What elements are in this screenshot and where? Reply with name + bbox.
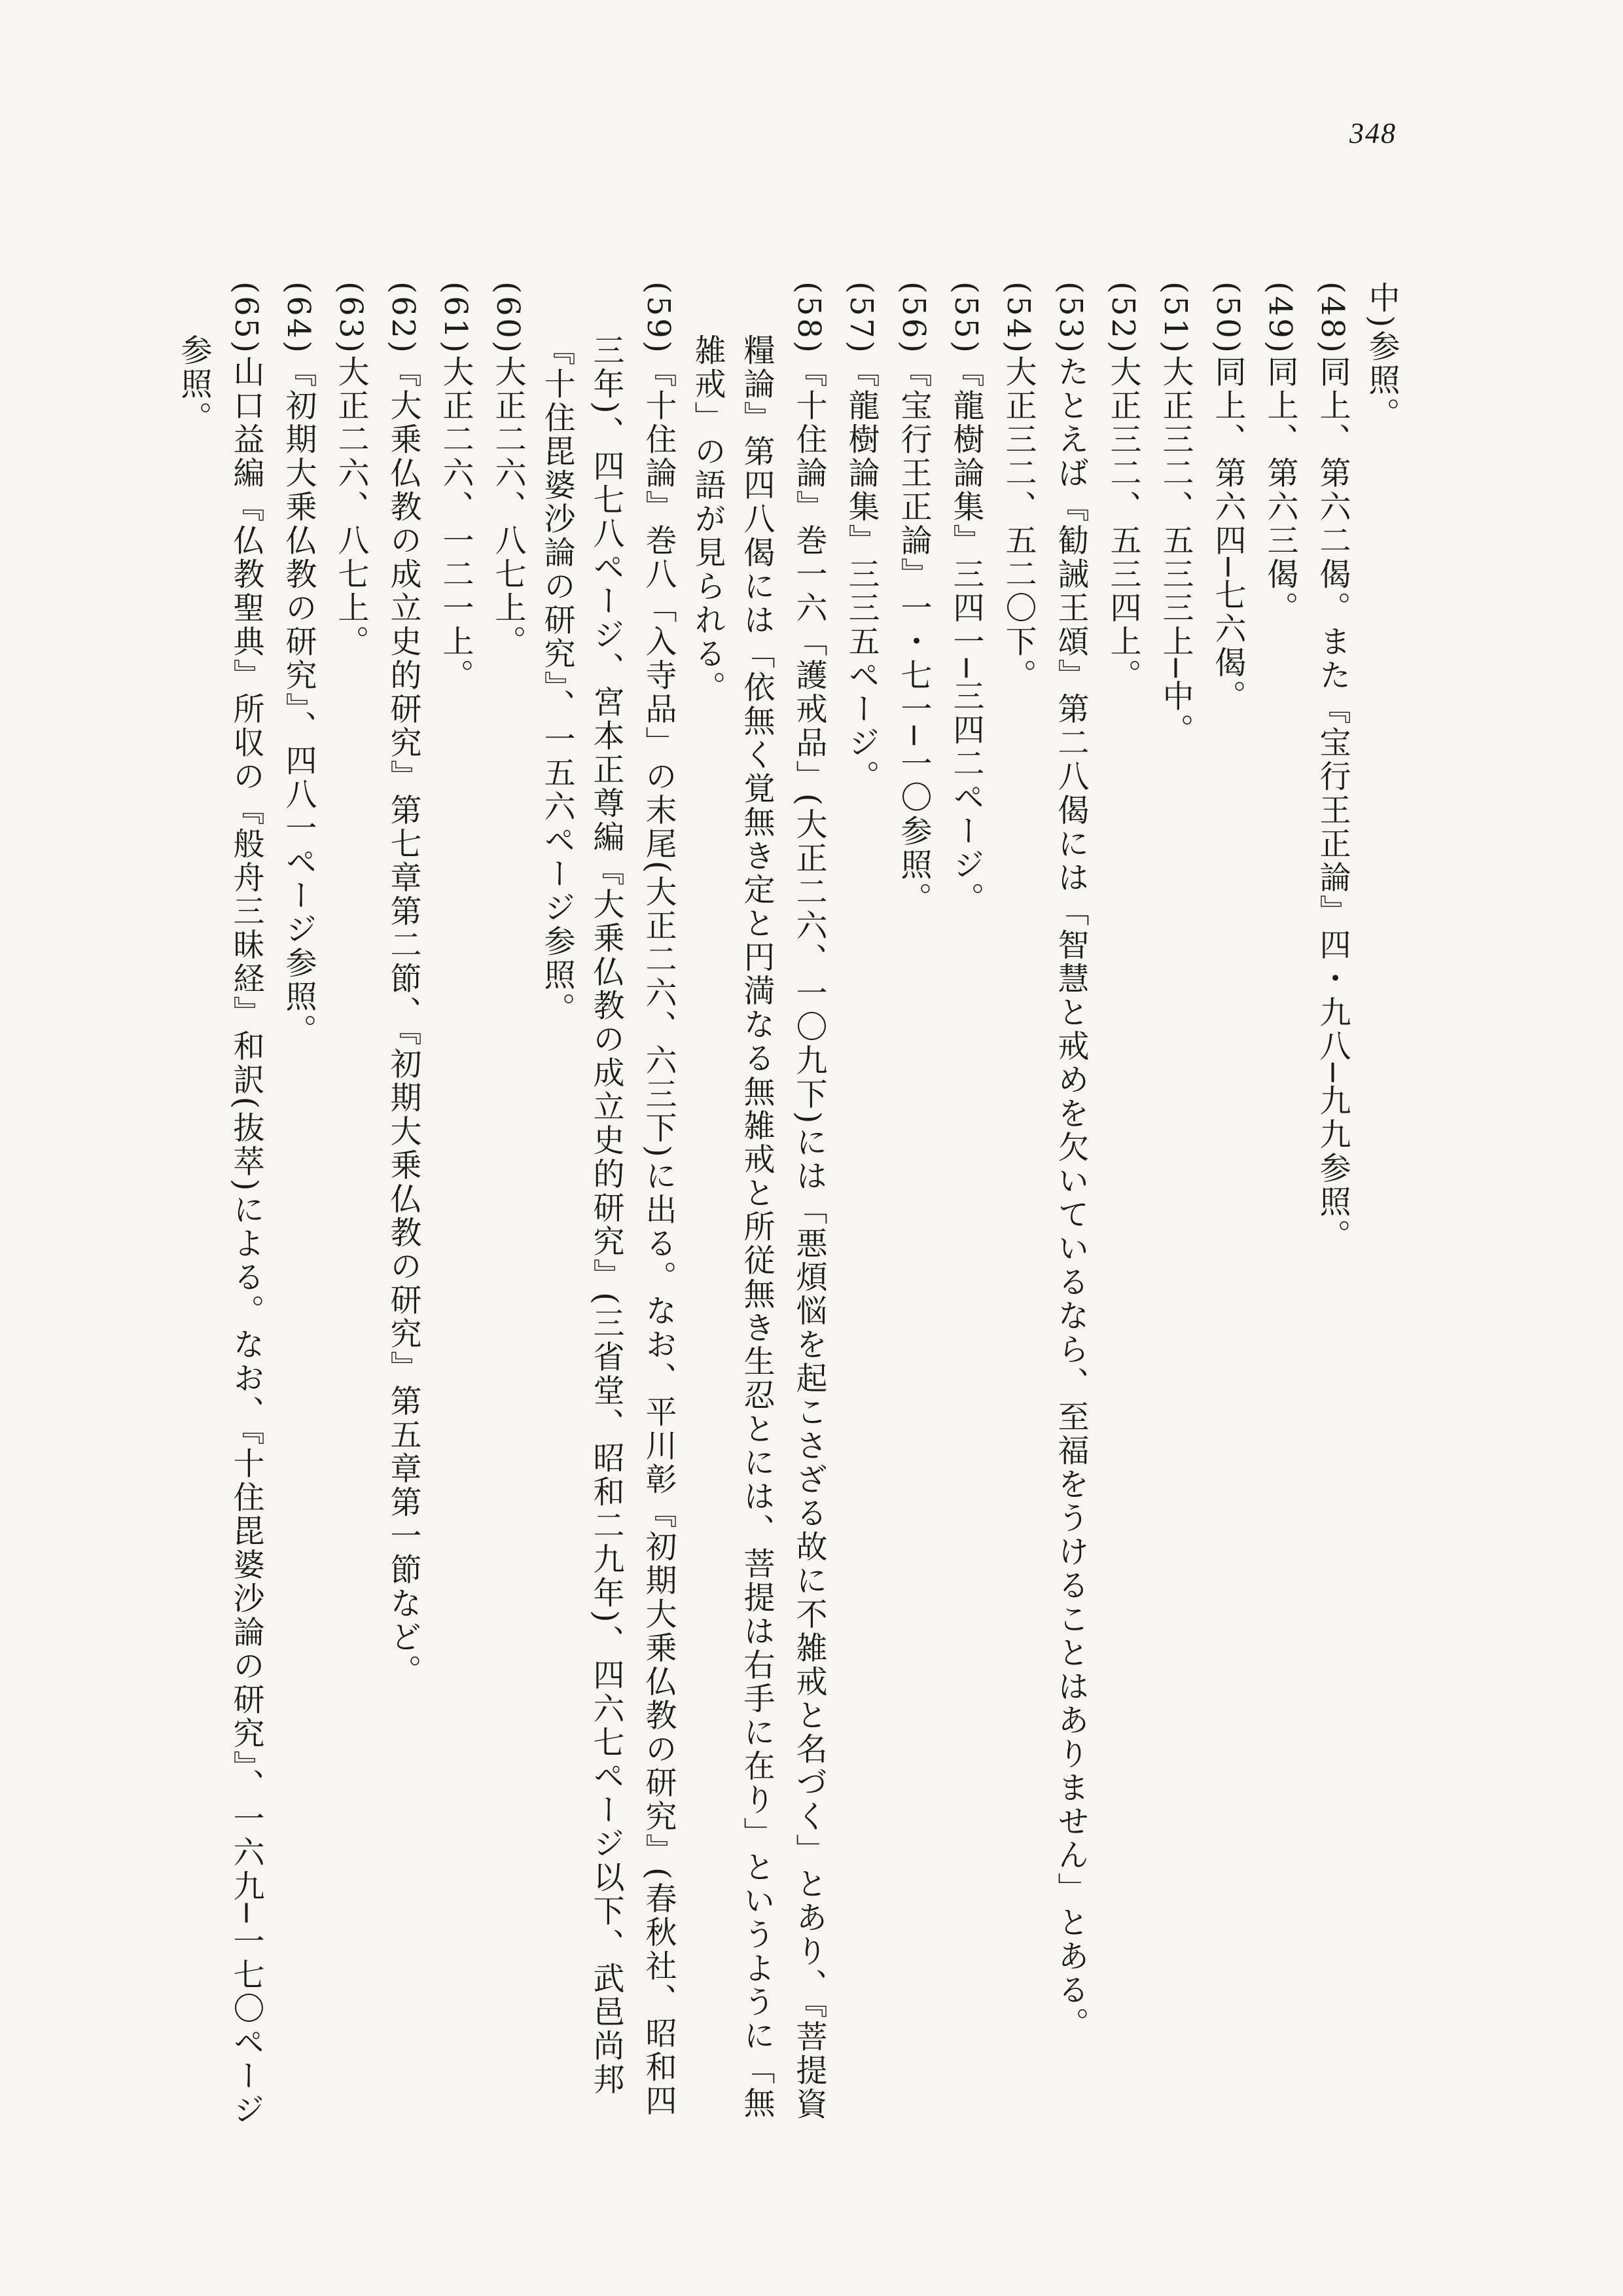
note-59	[532, 281, 683, 2140]
note-text: 大正二六、八七上。	[332, 355, 369, 659]
note-text: 『初期大乗仏教の研究』、四八一ページ参照。	[280, 355, 317, 1048]
note-text: 『大乗仏教の成立史的研究』第七章第二節、『初期大乗仏教の研究』第五章第一節など。	[385, 355, 421, 1688]
note-text: 同上、第六三偈。	[1262, 355, 1298, 625]
note-continuation	[1357, 281, 1406, 2140]
note-text: 大正二六、一二一上。	[437, 355, 474, 692]
note-text: たとえば『勧誡王頌』第二八偈には「智慧と戒めを欠いているなら、至福をうけることはありません」とある。	[1052, 355, 1089, 2041]
note-text: 大正三二、五三四上。	[1105, 355, 1141, 692]
endnotes-column-block	[175, 281, 1406, 2140]
note-number: (58)	[791, 281, 827, 355]
note-text: 『宝行王正論』一・七一─一〇参照。	[895, 355, 932, 916]
note-number: (60)	[490, 281, 526, 355]
note-number: (59)	[640, 281, 677, 355]
note-number: (56)	[895, 281, 932, 355]
note-text: 大正三二、五三三上─中。	[1157, 355, 1194, 747]
note-56	[885, 281, 938, 2140]
note-text: 『十住論』巻八「入寺品」の末尾(大正二六、六三下)に出る。なお、平川彰『初期大乗仏教の研究』(春秋社、昭和四三年)、四七八ページ、宮本正尊編『大乗仏教の成立史的研究』(三省堂、昭和二九年)、四六七ページ以下、武邑尚邦『十住毘婆沙論の研究』、一五六ページ参照。	[539, 334, 677, 2118]
note-number: (65)	[228, 281, 264, 355]
note-text: 中)参照。	[1363, 281, 1400, 431]
note-61	[427, 281, 480, 2140]
note-text: 山口益編『仏教聖典』所収の『般舟三昧経』和訳(抜萃)による。なお、『十住毘婆沙論の研究』、一六九─一七〇ページ参照。	[175, 334, 264, 2127]
note-number: (64)	[280, 281, 317, 355]
note-55	[938, 281, 990, 2140]
note-65	[169, 281, 270, 2140]
note-54	[990, 281, 1043, 2140]
note-58	[683, 281, 833, 2140]
note-number: (62)	[385, 281, 421, 355]
note-number: (48)	[1314, 281, 1351, 355]
note-49	[1252, 281, 1304, 2140]
note-text: 大正二六、八七上。	[490, 355, 526, 659]
note-number: (53)	[1052, 281, 1089, 355]
note-62	[375, 281, 427, 2140]
page-number: 348	[1349, 117, 1397, 149]
note-53	[1043, 281, 1095, 2140]
note-50	[1200, 281, 1252, 2140]
note-number: (51)	[1157, 281, 1194, 355]
note-text: 『龍樹論集』三四一─三四二ページ。	[948, 355, 984, 916]
note-60	[480, 281, 532, 2140]
note-text: 『龍樹論集』三三五ページ。	[843, 355, 880, 794]
note-63	[323, 281, 375, 2140]
note-number: (50)	[1209, 281, 1246, 355]
note-57	[833, 281, 885, 2140]
note-51	[1147, 281, 1200, 2140]
note-64	[270, 281, 323, 2140]
note-text: 同上、第六四─七六偈。	[1209, 355, 1246, 713]
note-number: (52)	[1105, 281, 1141, 355]
note-number: (55)	[948, 281, 984, 355]
note-52	[1095, 281, 1147, 2140]
note-number: (63)	[332, 281, 369, 355]
note-text: 『十住論』巻一六「護戒品」(大正二六、一〇九下)には「悪煩悩を起こさざる故に不雑戒と名づく」とあり、『菩提資糧論』第四八偈には「依無く覚無き定と円満なる無雑戒と所従無き生忍とには、菩提は右手に在り」というように「無雑戒」の語が見られる。	[689, 334, 827, 2121]
note-48	[1304, 281, 1357, 2140]
note-number: (57)	[843, 281, 880, 355]
note-text: 大正三二、五二〇下。	[1000, 355, 1037, 692]
note-number: (54)	[1000, 281, 1037, 355]
note-number: (61)	[437, 281, 474, 355]
note-number: (49)	[1262, 281, 1298, 355]
note-text: 同上、第六二偈。また『宝行王正論』四・九八─九九参照。	[1314, 355, 1351, 1253]
